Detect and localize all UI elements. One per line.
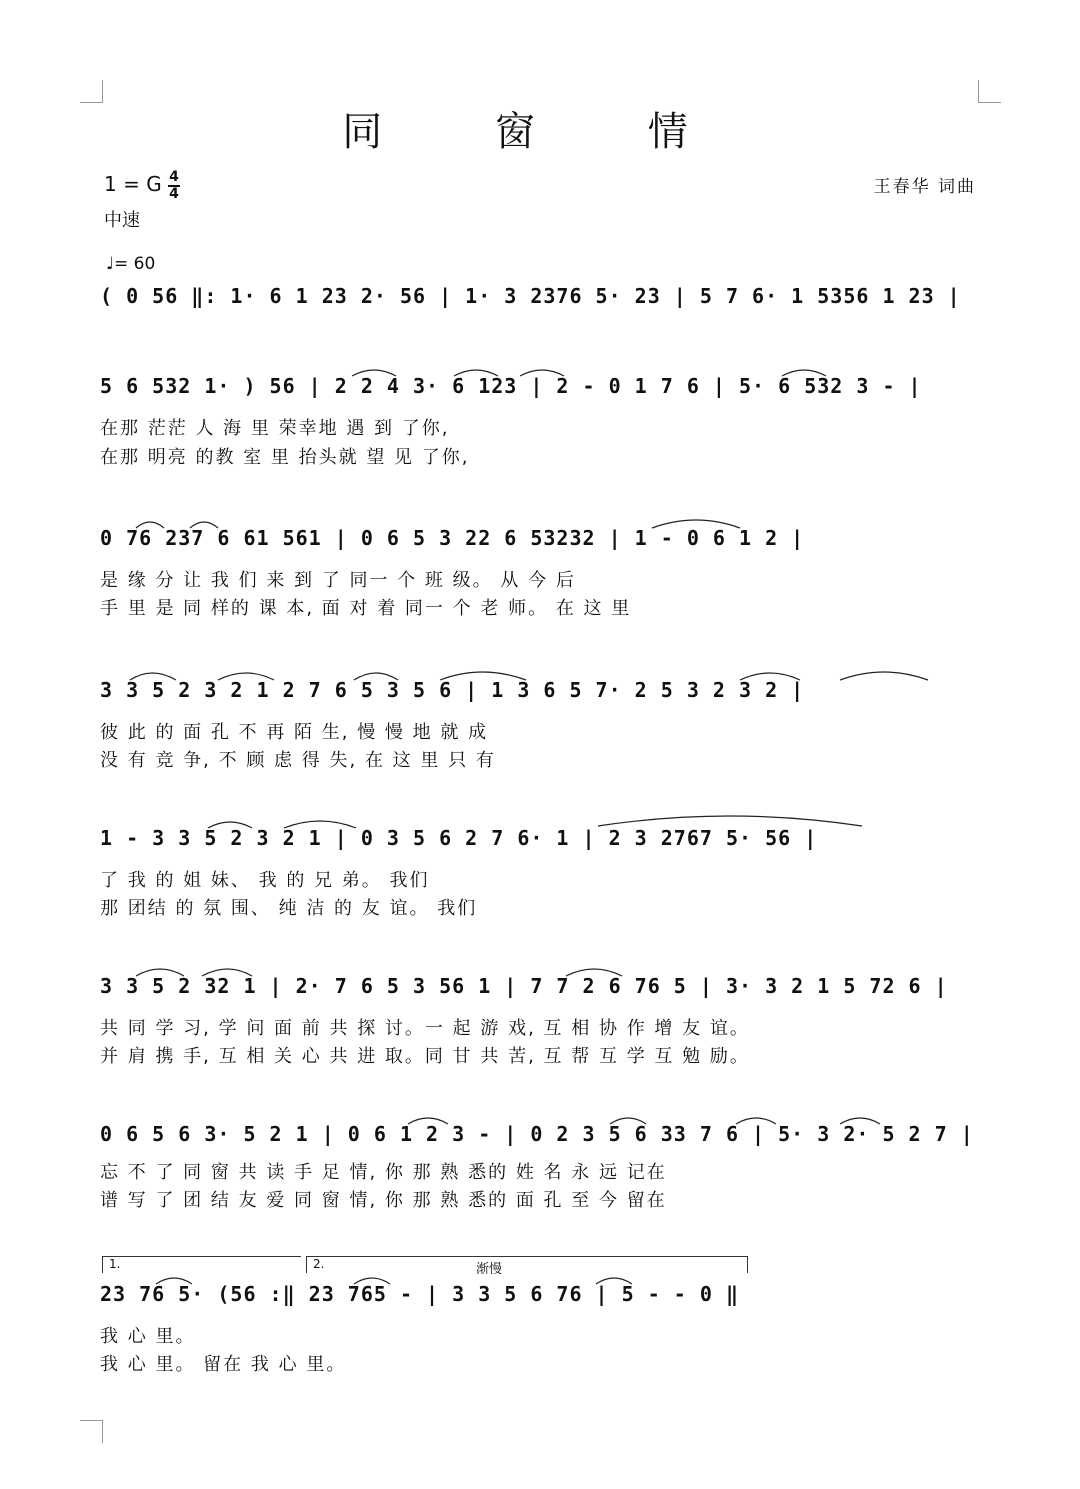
notation-line-3: 0 76 237 6 61 561 | 0 6 5 3 22 6 53232 | 1 - 0 6 1 2 | <box>100 526 805 550</box>
notation-line-8: 23 76 5· (56 :‖ 23 765 - | 3 3 5 6 76 | 5 - - 0 ‖ <box>100 1282 740 1306</box>
second-ending-bracket: 2. <box>306 1256 748 1273</box>
lyric-verse-2: 谱 写 了 团 结 友 爱 同 窗 情, 你 那 熟 悉的 面 孔 至 今 留在 <box>100 1190 667 1211</box>
lyric-verse-1: 共 同 学 习, 学 问 面 前 共 探 讨。一 起 游 戏, 互 相 协 作 增 友 谊。 <box>100 1018 750 1039</box>
notation-line-4: 3 3 5 2 3 2 1 2 7 6 5 3 5 6 | 1 3 6 5 7· 2 5 3 2 3 2 | <box>100 678 805 702</box>
lyric-verse-1: 了 我 的 姐 妹、 我 的 兄 弟。 我们 <box>100 870 430 891</box>
first-ending-bracket: 1. <box>102 1256 301 1273</box>
lyric-verse-2: 手 里 是 同 样的 课 本, 面 对 着 同一 个 老 师。 在 这 里 <box>100 598 632 619</box>
notation-line-1: ( 0 56 ‖: 1· 6 1 23 2· 56 | 1· 3 2376 5· 23 | 5 7 6· 1 5356 1 23 | <box>100 284 961 308</box>
song-title: 同 窗 情 <box>342 109 738 155</box>
lyric-verse-2: 并 肩 携 手, 互 相 关 心 共 进 取。同 甘 共 苦, 互 帮 互 学 互 勉 励。 <box>100 1046 750 1067</box>
tempo-word: 中速 <box>104 210 140 231</box>
lyric-verse-1: 是 缘 分 让 我 们 来 到 了 同一 个 班 级。 从 今 后 <box>100 570 576 591</box>
meter-bottom: 4 <box>169 186 179 202</box>
lyric-verse-1: 忘 不 了 同 窗 共 读 手 足 情, 你 那 熟 悉的 姓 名 永 远 记在 <box>100 1162 667 1183</box>
slur <box>598 816 862 826</box>
notation-line-5: 1 - 3 3 5 2 3 2 1 | 0 3 5 6 2 7 6· 1 | 2 3 2767 5· 56 | <box>100 826 818 850</box>
metronome-mark: ♩= 60 <box>106 254 156 274</box>
lyric-verse-2: 那 团结 的 氛 围、 纯 洁 的 友 谊。 我们 <box>100 898 478 919</box>
lyric-verse-1: 我 心 里。 <box>100 1326 196 1347</box>
lyric-verse-2: 在那 明亮 的教 室 里 抬头就 望 见 了你, <box>100 447 470 468</box>
lyric-verse-2: 我 心 里。 留在 我 心 里。 <box>100 1354 347 1375</box>
lyric-verse-1: 彼 此 的 面 孔 不 再 陌 生, 慢 慢 地 就 成 <box>100 722 489 743</box>
crop-mark-bottom-left <box>80 1420 103 1443</box>
notation-line-7: 0 6 5 6 3· 5 2 1 | 0 6 1 2 3 - | 0 2 3 5 6 33 7 6 | 5· 3 2· 5 2 7 | <box>100 1122 974 1146</box>
key-signature: 1 = G <box>104 172 162 196</box>
lyric-verse-1: 在那 茫茫 人 海 里 荣幸地 遇 到 了你, <box>100 418 450 439</box>
lyric-verse-2: 没 有 竞 争, 不 顾 虑 得 失, 在 这 里 只 有 <box>100 750 496 771</box>
notation-line-2: 5 6 532 1· ) 56 | 2 2 4 3· 6 123 | 2 - 0 1 7 6 | 5· 6 532 3 - | <box>100 374 922 398</box>
notation-line-6: 3 3 5 2 32 1 | 2· 7 6 5 3 56 1 | 7 7 2 6 76 5 | 3· 3 2 1 5 72 6 | <box>100 974 948 998</box>
meter-top: 4 <box>169 169 179 185</box>
composer-credit: 王春华 词曲 <box>873 177 976 197</box>
ritardando-mark: 渐慢 <box>476 1262 503 1277</box>
time-signature <box>168 170 180 202</box>
